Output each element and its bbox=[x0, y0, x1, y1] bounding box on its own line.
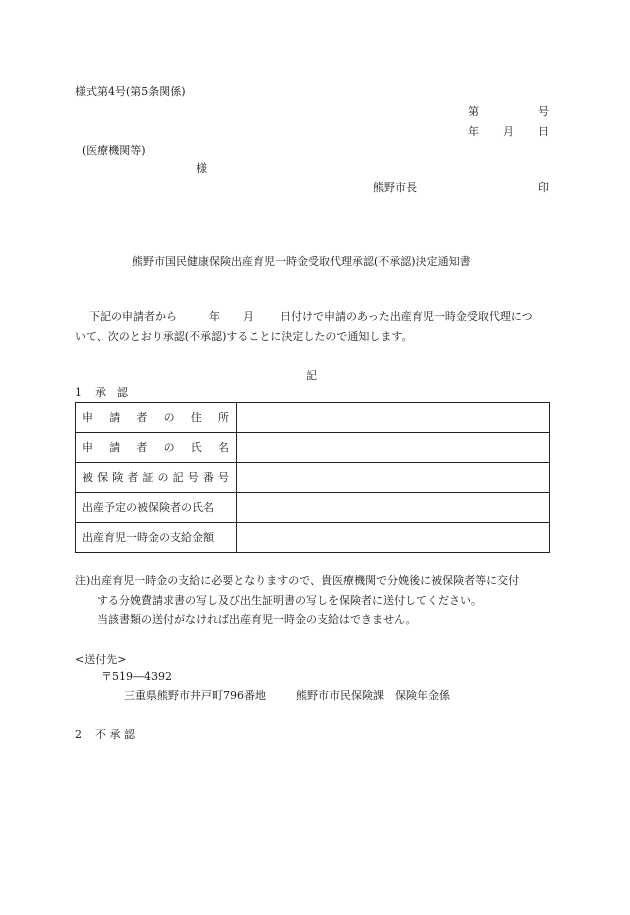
address: 三重県熊野市井戸町796番地 bbox=[124, 689, 266, 702]
table-row bbox=[76, 523, 550, 553]
date-month: 月 bbox=[503, 125, 514, 138]
row-label: 被 保 険 者 証 の 記 号 番 号 bbox=[82, 470, 229, 484]
row-label: 申 請 者 の 氏 名 bbox=[82, 440, 229, 454]
postal-code: 〒519―4392 bbox=[101, 670, 172, 683]
seal-mark: 印 bbox=[538, 181, 549, 194]
recipient-honorific: 様 bbox=[196, 162, 207, 175]
issuer: 熊野市長 bbox=[373, 181, 417, 194]
row-label-cell bbox=[76, 493, 237, 523]
recipient: (医療機関等) bbox=[82, 144, 146, 157]
note-line3: 当該書類の送付がなければ出産育児一時金の支給はできません。 bbox=[97, 613, 417, 626]
row-label-cell bbox=[76, 523, 237, 553]
row-value[interactable] bbox=[237, 493, 550, 523]
row-label: 申 請 者 の 住 所 bbox=[82, 410, 229, 424]
body-line1-month: 月 bbox=[243, 310, 254, 323]
row-label-cell bbox=[76, 463, 237, 493]
row-label-cell bbox=[76, 433, 237, 463]
table-row bbox=[76, 403, 550, 433]
section1-number: 1 bbox=[75, 386, 82, 399]
ki-mark: 記 bbox=[306, 369, 317, 382]
send-to-heading: <送付先> bbox=[75, 653, 127, 666]
row-value[interactable] bbox=[237, 463, 550, 493]
office-name: 熊野市市民保険課 保険年金係 bbox=[296, 689, 450, 702]
row-value[interactable] bbox=[237, 523, 550, 553]
table-row bbox=[76, 433, 550, 463]
row-label-cell bbox=[76, 403, 237, 433]
section1-heading: 承 認 bbox=[95, 386, 128, 399]
document-title: 熊野市国民健康保険出産育児一時金受取代理承認(不承認)決定通知書 bbox=[132, 255, 471, 268]
section2-heading: 不 承 認 bbox=[95, 728, 135, 741]
number-suffix: 号 bbox=[538, 105, 549, 118]
body-line1-year: 年 bbox=[209, 310, 220, 323]
body-line2: いて、次のとおり承認(不承認)することに決定したので通知します。 bbox=[75, 330, 413, 343]
section2-number: 2 bbox=[75, 728, 82, 741]
table-row bbox=[76, 493, 550, 523]
note-line1: 注)出産育児一時金の支給に必要となりますので、貴医療機関で分娩後に被保険者等に交付 bbox=[75, 574, 520, 587]
approval-table bbox=[75, 402, 550, 553]
row-value[interactable] bbox=[237, 433, 550, 463]
note-line2: する分娩費請求書の写し及び出生証明書の写しを保険者に送付してください。 bbox=[97, 594, 482, 607]
form-number: 様式第4号(第5条関係) bbox=[75, 85, 186, 98]
table-row bbox=[76, 463, 550, 493]
row-value[interactable] bbox=[237, 403, 550, 433]
body-line1-b: 日付けで申請のあった出産育児一時金受取代理につ bbox=[280, 310, 533, 323]
number-prefix: 第 bbox=[468, 105, 479, 118]
row-label: 出産育児一時金の支給金額 bbox=[82, 530, 214, 544]
body-line1-a: 下記の申請者から bbox=[89, 310, 177, 323]
date-year: 年 bbox=[468, 125, 479, 138]
date-day: 日 bbox=[538, 125, 549, 138]
row-label: 出産予定の被保険者の氏名 bbox=[82, 500, 214, 514]
